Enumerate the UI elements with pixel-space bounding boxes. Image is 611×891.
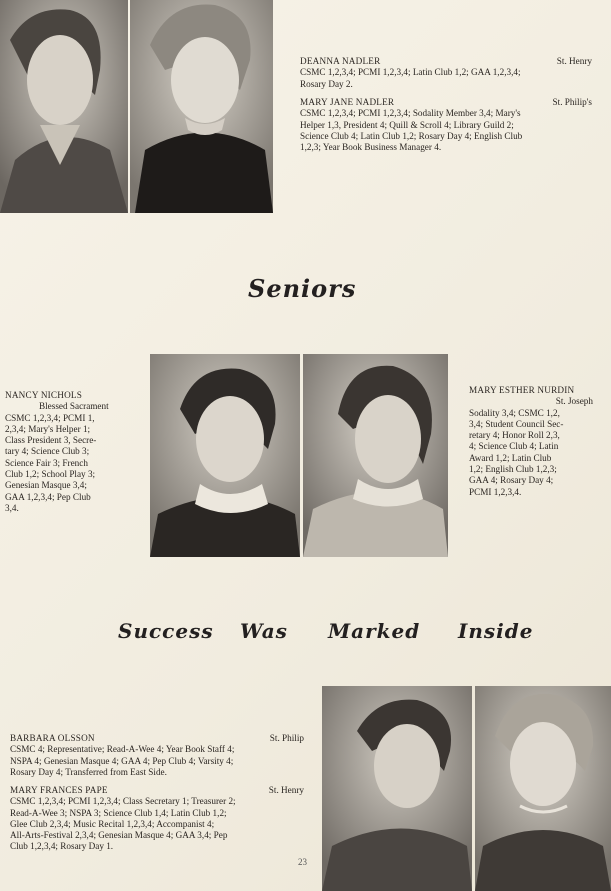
activity-line: tary 4; Science Club 3; (5, 446, 90, 457)
student-parish: St. Philip (269, 733, 304, 743)
activity-line: Club 1,2,3,4; Rosary Day 1. (10, 841, 114, 852)
portrait-photo (303, 354, 448, 557)
activity-line: 4; Science Club 4; Latin (469, 441, 559, 452)
student-name: MARY ESTHER NURDIN (469, 385, 575, 395)
activity-line: CSMC 4; Representative; Read-A-Wee 4; Year Book Staff 4; (10, 744, 235, 755)
activity-line: GAA 1,2,3,4; Pep Club (5, 491, 91, 502)
activity-line: 3,4; Student Council Sec- (469, 418, 564, 429)
page-number: 23 (298, 857, 307, 867)
activity-line: Read-A-Wee 3; NSPA 3; Science Club 1,4; Latin Club 1,2; (10, 807, 227, 818)
activity-line: CSMC 1,2,3,4; PCMI 1,2,3,4; Class Secretary 1; Treasurer 2; (10, 796, 236, 807)
activity-line: Class President 3, Secre- (5, 435, 97, 446)
student-parish: St. Henry (556, 56, 592, 66)
student-name: MARY JANE NADLER (300, 97, 395, 107)
student-parish: St. Joseph (555, 396, 593, 407)
activity-line: 1,2; English Club 1,2,3; (469, 464, 557, 475)
activity-line: 1,2,3; Year Book Business Manager 4. (300, 142, 442, 153)
activity-line: Helper 1,3, President 4; Quill & Scroll 4; Library Guild 2; (300, 119, 514, 130)
student-entry (10, 733, 304, 778)
activity-line: Science Club 4; Latin Club 1,2; Rosary Day 4; English Club (300, 130, 523, 141)
activity-line: PCMI 1,2,3,4. (469, 486, 522, 497)
student-parish: St. Henry (268, 785, 304, 795)
activity-line: All-Arts-Festival 2,3,4; Genesian Masque 4; GAA 3,4; Pep (10, 830, 228, 841)
activity-line: Glee Club 2,3,4; Music Recital 1,2,3,4; Accompanist 4; (10, 818, 215, 829)
portrait-photo (130, 0, 273, 213)
student-name: DEANNA NADLER (300, 56, 381, 66)
portrait-photo (150, 354, 300, 557)
student-name: NANCY NICHOLS (5, 390, 83, 400)
activity-line: Rosary Day 2. (300, 78, 353, 89)
activity-line: retary 4; Honor Roll 2,3, (469, 430, 560, 441)
student-parish: Blessed Sacrament (39, 401, 109, 412)
student-parish: St. Philip's (552, 97, 592, 107)
motto-word: Marked (328, 619, 421, 643)
activity-line: CSMC 1,2,3,4; PCMI 1,2,3,4; Sodality Member 3,4; Mary's (300, 108, 521, 119)
portrait-photo (0, 0, 128, 213)
activity-line: NSPA 4; Genesian Masque 4; GAA 4; Pep Club 4; Varsity 4; (10, 755, 234, 766)
activity-line: CSMC 1,2,3,4; PCMI 1,2,3,4; Latin Club 1,2; GAA 1,2,3,4; (300, 67, 521, 78)
student-entry (300, 56, 592, 90)
activity-line: CSMC 1,2,3,4; PCMI 1, (5, 412, 95, 423)
student-entry (300, 97, 592, 153)
student-name: BARBARA OLSSON (10, 733, 95, 743)
student-entry (469, 385, 599, 498)
section-heading: Seniors (248, 274, 357, 303)
student-name: MARY FRANCES PAPE (10, 785, 108, 795)
portrait-photo (322, 686, 472, 891)
motto-word: Inside (458, 619, 534, 643)
activity-line: Award 1,2; Latin Club (469, 452, 552, 463)
activity-line: 2,3,4; Mary's Helper 1; (5, 423, 91, 434)
motto-word: Was (240, 619, 288, 643)
portrait-photo (475, 686, 611, 891)
student-entry (5, 390, 140, 514)
activity-line: Club 1,2; School Play 3; (5, 469, 96, 480)
student-entry (10, 785, 304, 853)
activity-line: GAA 4; Rosary Day 4; (469, 475, 554, 486)
activity-line: Rosary Day 4; Transferred from East Side. (10, 766, 167, 777)
activity-line: Genesian Masque 3,4; (5, 480, 87, 491)
activity-line: 3,4. (5, 502, 19, 513)
motto-word: Success (118, 619, 214, 643)
activity-line: Sodality 3,4; CSMC 1,2, (469, 407, 560, 418)
activity-line: Science Fair 3; French (5, 457, 88, 468)
